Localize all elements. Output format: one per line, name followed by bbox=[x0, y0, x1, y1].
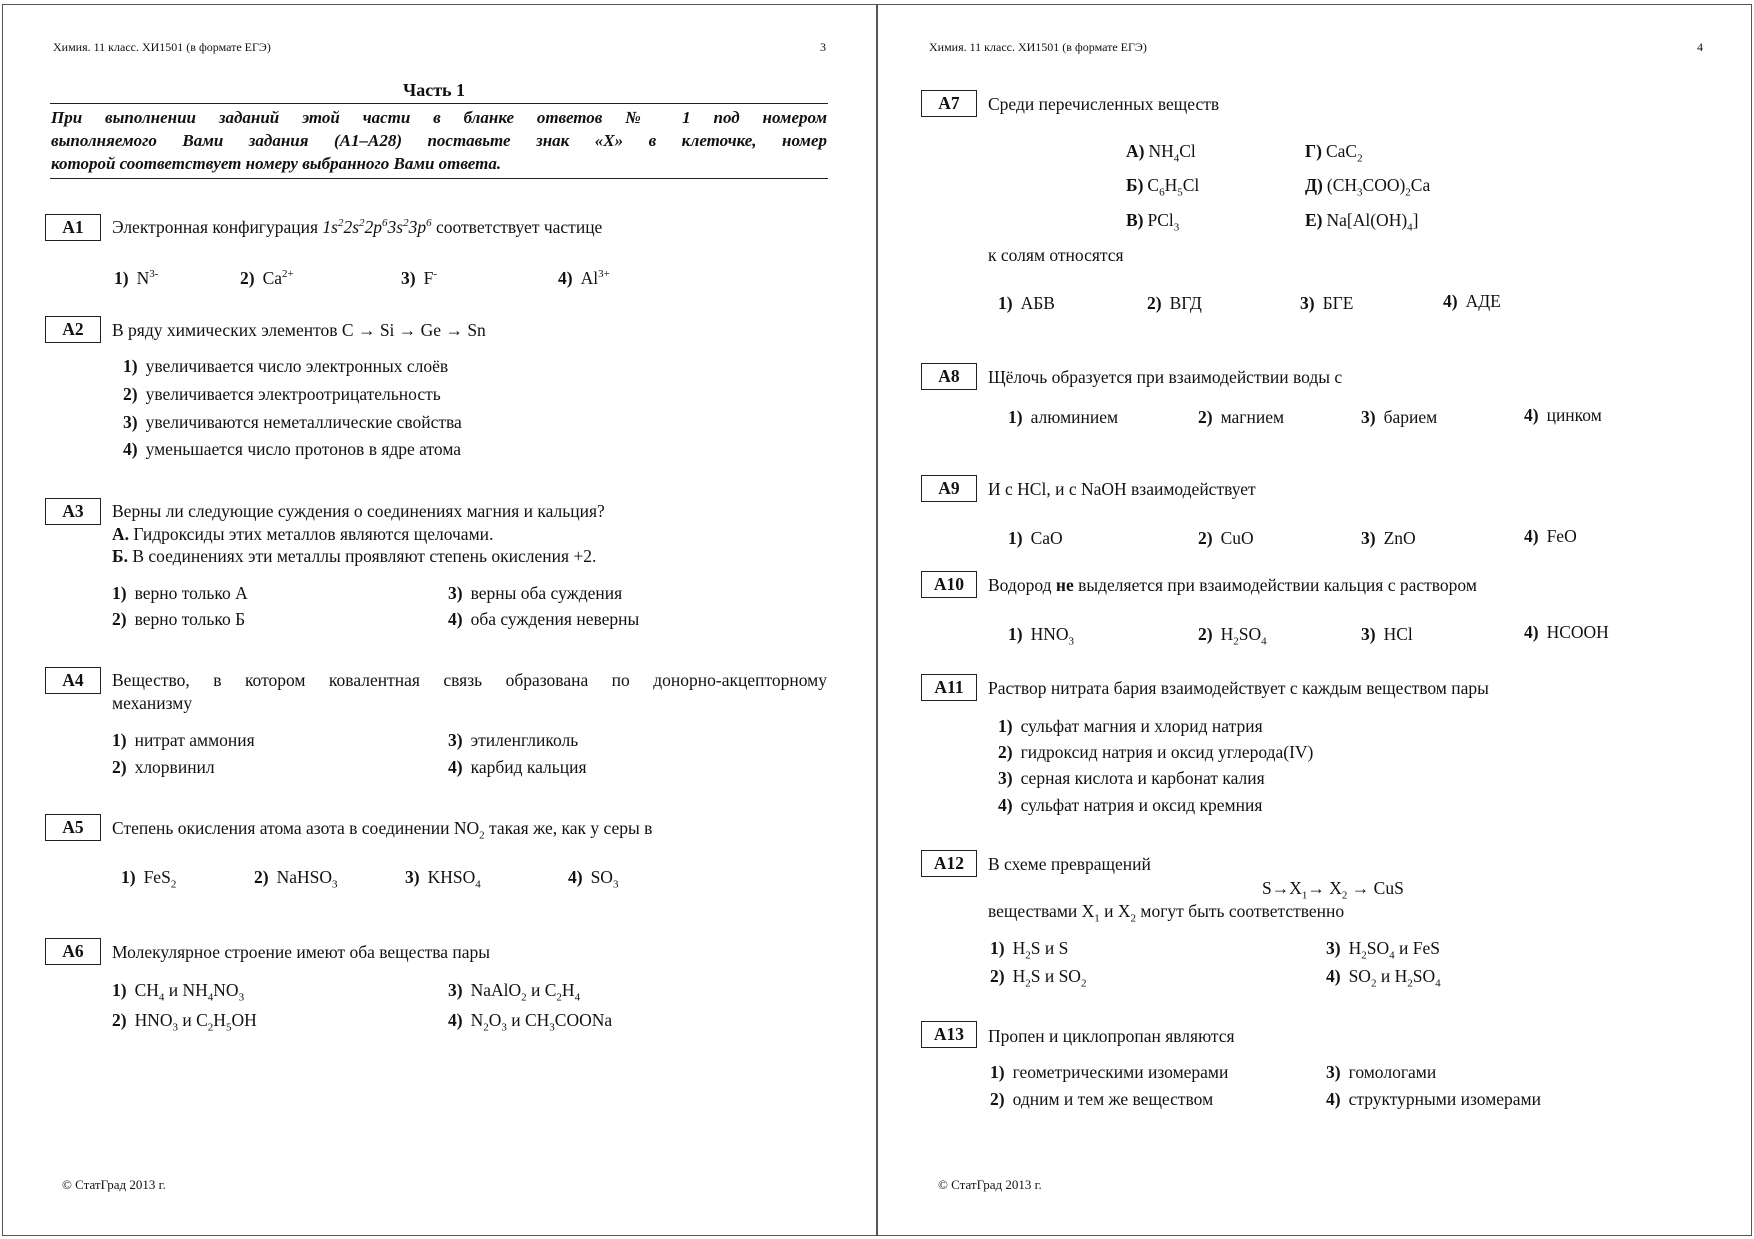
a13-option-1[interactable]: 1) геометрическими изомерами bbox=[990, 1062, 1229, 1082]
instructions-bottom-rule bbox=[50, 178, 828, 179]
a2-option-2[interactable]: 2) увеличивается электроотрицательность bbox=[123, 384, 441, 404]
a10-question: Водород не выделяется при взаимодействии кальция с раствором bbox=[988, 575, 1477, 595]
a7-option-4[interactable]: 4) АДЕ bbox=[1443, 291, 1501, 311]
task-tag-a8: А8 bbox=[921, 363, 977, 390]
instructions-line-1: При выполнении заданий этой части в бланке ответов № 1 под номером bbox=[51, 108, 827, 127]
task-tag-a13: А13 bbox=[921, 1021, 977, 1048]
a3-option-1[interactable]: 1) верно только А bbox=[112, 583, 248, 603]
a7-option-3[interactable]: 3) БГЕ bbox=[1300, 293, 1354, 313]
right-page-header: Химия. 11 класс. ХИ1501 (в формате ЕГЭ) bbox=[929, 40, 1147, 54]
task-tag-a10: А10 bbox=[921, 571, 977, 598]
a7-substance-d: Д) $(CH_3COO)_2Ca$ bbox=[1305, 175, 1431, 199]
a2-option-1[interactable]: 1) увеличивается число электронных слоёв bbox=[123, 356, 449, 376]
a9-option-1[interactable]: 1) CaO bbox=[1008, 528, 1063, 548]
a10-option-3[interactable]: 3) HCl bbox=[1361, 624, 1413, 644]
a5-question: Степень окисления атома азота в соединении $NO_2$ такая же, как у серы в bbox=[112, 818, 653, 842]
task-tag-a6: А6 bbox=[45, 938, 101, 965]
a1-option-3[interactable]: 3) F- bbox=[401, 268, 437, 288]
a7-substance-b: Б) $C_6H_5Cl$ bbox=[1126, 175, 1200, 199]
a9-question: И с HCl, и с NaOH взаимодействует bbox=[988, 479, 1256, 499]
a6-question: Молекулярное строение имеют оба вещества пары bbox=[112, 942, 491, 962]
a7-tail: к солям относятся bbox=[988, 245, 1124, 265]
task-tag-a4: А4 bbox=[45, 667, 101, 694]
a13-option-4[interactable]: 4) структурными изомерами bbox=[1326, 1089, 1541, 1109]
a2-option-3[interactable]: 3) увеличиваются неметаллические свойства bbox=[123, 412, 462, 432]
a5-option-3[interactable]: 3) $KHSO_4$ bbox=[405, 867, 481, 891]
a8-option-3[interactable]: 3) барием bbox=[1361, 407, 1438, 427]
a13-question: Пропен и циклопропан являются bbox=[988, 1026, 1235, 1046]
a8-option-4[interactable]: 4) цинком bbox=[1524, 405, 1602, 425]
a1-option-2[interactable]: 2) $Ca^{2+}$ bbox=[240, 268, 294, 288]
a12-scheme: $S\to X_1\to X_2$ → CuS bbox=[1262, 878, 1404, 902]
a11-option-3[interactable]: 3) серная кислота и карбонат калия bbox=[998, 768, 1265, 788]
instructions-line-3: которой соответствует номеру выбранного Вами ответа. bbox=[51, 154, 502, 173]
a7-substance-v: В) PCl$_3$ bbox=[1126, 210, 1180, 234]
a6-option-4[interactable]: 4) $N_2O_3$ и $CH_3COONa$ bbox=[448, 1010, 613, 1034]
a12-option-3[interactable]: 3) $H_2SO_4$ и FeS bbox=[1326, 938, 1440, 962]
left-page-header: Химия. 11 класс. ХИ1501 (в формате ЕГЭ) bbox=[53, 40, 271, 54]
a9-option-2[interactable]: 2) CuO bbox=[1198, 528, 1254, 548]
a1-option-4[interactable]: 4) $Al^{3+}$ bbox=[558, 268, 610, 288]
a10-option-2[interactable]: 2) $H_2SO_4$ bbox=[1198, 624, 1267, 648]
a9-option-4[interactable]: 4) FeO bbox=[1524, 526, 1577, 546]
a5-option-2[interactable]: 2) NaHSO$_3$ bbox=[254, 867, 338, 891]
task-tag-a11: А11 bbox=[921, 674, 977, 701]
a2-option-4[interactable]: 4) уменьшается число протонов в ядре атома bbox=[123, 439, 462, 459]
a4-question-line-2: механизму bbox=[112, 693, 193, 713]
a11-option-2[interactable]: 2) гидроксид натрия и оксид углерода(IV) bbox=[998, 742, 1314, 762]
left-page-number: 3 bbox=[820, 40, 826, 54]
right-page-footer: © СтатГрад 2013 г. bbox=[938, 1177, 1042, 1192]
a10-option-1[interactable]: 1) $HNO_3$ bbox=[1008, 624, 1074, 648]
a11-question: Раствор нитрата бария взаимодействует с каждым веществом пары bbox=[988, 678, 1489, 698]
a1-option-1[interactable]: 1) $N^{3-}$ bbox=[114, 268, 159, 288]
a8-option-2[interactable]: 2) магнием bbox=[1198, 407, 1285, 427]
a13-option-3[interactable]: 3) гомологами bbox=[1326, 1062, 1437, 1082]
a7-question: Среди перечисленных веществ bbox=[988, 94, 1220, 114]
a8-option-1[interactable]: 1) алюминием bbox=[1008, 407, 1119, 427]
a12-option-2[interactable]: 2) $H_2S$ и $SO_2$ bbox=[990, 966, 1087, 990]
a6-option-2[interactable]: 2) $HNO_3$ и $C_2H_5OH$ bbox=[112, 1010, 257, 1034]
a4-option-1[interactable]: 1) нитрат аммония bbox=[112, 730, 255, 750]
a8-question: Щёлочь образуется при взаимодействии воды с bbox=[988, 367, 1343, 387]
instructions-line-2: выполняемого Вами задания (А1–А28) поставьте знак «Х» в клеточке, номер bbox=[51, 131, 827, 150]
a11-option-1[interactable]: 1) сульфат магния и хлорид натрия bbox=[998, 716, 1263, 736]
a7-substance-a: А) $NH_4Cl$ bbox=[1126, 141, 1196, 165]
left-page-footer: © СтатГрад 2013 г. bbox=[62, 1177, 166, 1192]
a10-option-4[interactable]: 4) HCOOH bbox=[1524, 622, 1609, 642]
a4-option-3[interactable]: 3) этиленгликоль bbox=[448, 730, 579, 750]
part-title: Часть 1 bbox=[403, 80, 466, 100]
a12-question: В схеме превращений bbox=[988, 854, 1151, 874]
a3-statement-b: Б. В соединениях эти металлы проявляют степень окисления +2. bbox=[112, 546, 597, 566]
a7-option-2[interactable]: 2) ВГД bbox=[1147, 293, 1202, 313]
a3-statement-a: А. Гидроксиды этих металлов являются щелочами. bbox=[112, 524, 494, 544]
a7-substance-g: Г) CaC$_2$ bbox=[1305, 141, 1363, 165]
a4-option-4[interactable]: 4) карбид кальция bbox=[448, 757, 587, 777]
a5-option-4[interactable]: 4) $SO_3$ bbox=[568, 867, 619, 891]
a2-question: В ряду химических элементов C → Si → Ge → Sn bbox=[112, 320, 486, 340]
task-tag-a3: А3 bbox=[45, 498, 101, 525]
a3-option-4[interactable]: 4) оба суждения неверны bbox=[448, 609, 640, 629]
a3-option-3[interactable]: 3) верны оба суждения bbox=[448, 583, 623, 603]
task-tag-a5: А5 bbox=[45, 814, 101, 841]
a7-option-1[interactable]: 1) АБВ bbox=[998, 293, 1055, 313]
a5-option-1[interactable]: 1) FeS$_2$ bbox=[121, 867, 177, 891]
a6-option-1[interactable]: 1) $CH_4$ и $NH_4NO_3$ bbox=[112, 980, 245, 1004]
a12-option-1[interactable]: 1) $H_2S$ и S bbox=[990, 938, 1069, 962]
task-tag-a7: А7 bbox=[921, 90, 977, 117]
a7-substance-e: Е) $Na[Al(OH)_4]$ bbox=[1305, 210, 1419, 234]
task-tag-a12: А12 bbox=[921, 850, 977, 877]
a11-option-4[interactable]: 4) сульфат натрия и оксид кремния bbox=[998, 795, 1263, 815]
task-tag-a2: А2 bbox=[45, 316, 101, 343]
a12-option-4[interactable]: 4) $SO_2$ и $H_2SO_4$ bbox=[1326, 966, 1441, 990]
a9-option-3[interactable]: 3) ZnO bbox=[1361, 528, 1416, 548]
a6-option-3[interactable]: 3) NaAlO$_2$ и $C_2H_4$ bbox=[448, 980, 581, 1004]
a3-question: Верны ли следующие суждения о соединениях магния и кальция? bbox=[112, 501, 605, 521]
a4-option-2[interactable]: 2) хлорвинил bbox=[112, 757, 215, 777]
task-tag-a9: А9 bbox=[921, 475, 977, 502]
instructions-top-rule bbox=[50, 103, 828, 104]
a1-question: Электронная конфигурация $1s^22s^22p^63s^23p^6$ соответствует частице bbox=[112, 217, 603, 237]
task-tag-a1: А1 bbox=[45, 214, 101, 241]
right-page-number: 4 bbox=[1697, 40, 1703, 54]
a12-tail: веществами $X_1$ и $X_2$ могут быть соответственно bbox=[988, 901, 1345, 925]
a13-option-2[interactable]: 2) одним и тем же веществом bbox=[990, 1089, 1214, 1109]
a3-option-2[interactable]: 2) верно только Б bbox=[112, 609, 246, 629]
a4-question-line-1: Вещество, в котором ковалентная связь образована по донорно-акцепторному bbox=[112, 670, 827, 690]
